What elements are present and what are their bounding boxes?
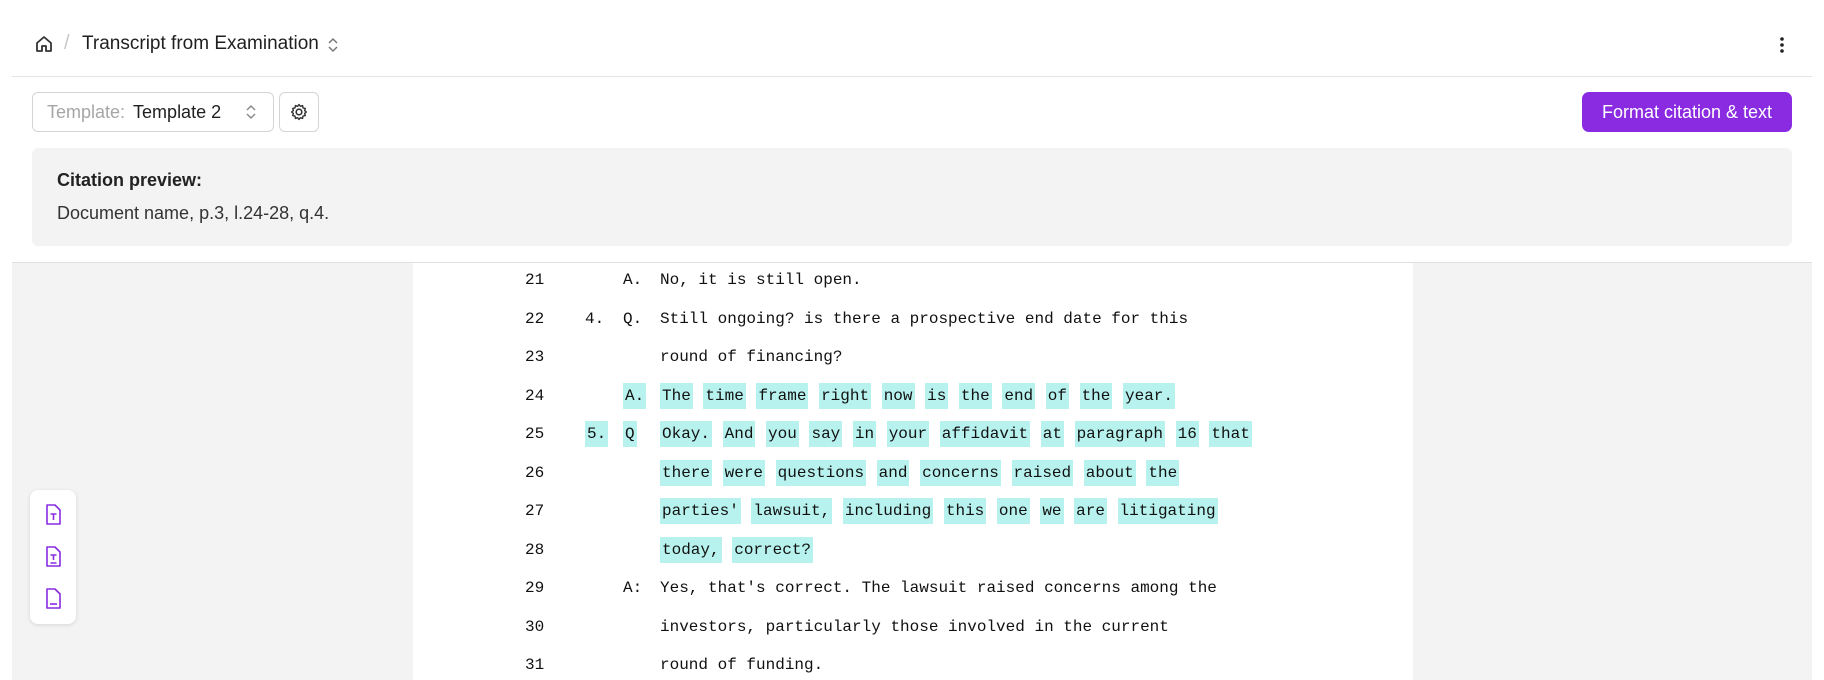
highlighted-word: parties' xyxy=(660,498,741,524)
highlighted-word: the xyxy=(1146,460,1179,486)
highlighted-word: there xyxy=(660,460,712,486)
highlighted-word: correct? xyxy=(732,537,813,563)
format-citation-button[interactable]: Format citation & text xyxy=(1582,92,1792,132)
highlighted-word: your xyxy=(887,421,929,447)
line-number: 21 xyxy=(525,271,545,289)
highlighted-word: time xyxy=(703,383,745,409)
question-number: 5. xyxy=(585,421,608,447)
transcript-line xyxy=(413,417,1413,455)
citation-text: Document name, p.3, l.24-28, q.4. xyxy=(57,203,330,223)
highlighted-word: you xyxy=(766,421,799,447)
highlighted-word: now xyxy=(882,383,915,409)
template-settings-button[interactable] xyxy=(279,92,319,132)
transcript-page xyxy=(413,263,1413,680)
gear-icon xyxy=(289,102,309,122)
transcript-viewport[interactable] xyxy=(12,262,1812,680)
template-label: Template: xyxy=(47,101,126,122)
citation-heading: Citation preview: xyxy=(57,170,203,190)
transcript-line xyxy=(413,610,1413,648)
chevron-up-down-icon[interactable] xyxy=(326,35,342,55)
breadcrumb-separator: / xyxy=(64,32,70,54)
transcript-text[interactable]: round of funding. xyxy=(660,656,824,674)
speaker-label: Q xyxy=(623,421,637,447)
home-icon[interactable] xyxy=(32,32,56,56)
highlighted-word: lawsuit, xyxy=(751,498,832,524)
transcript-line xyxy=(413,456,1413,494)
transcript-text[interactable]: round of financing? xyxy=(660,348,843,366)
template-value: Template 2 xyxy=(133,101,222,122)
speaker-label: Q. xyxy=(623,309,643,328)
line-number: 25 xyxy=(525,425,545,443)
highlighted-word: year. xyxy=(1123,383,1175,409)
highlighted-word: 16 xyxy=(1176,421,1199,447)
line-number: 26 xyxy=(525,463,545,482)
template-select[interactable] xyxy=(32,92,274,132)
highlighted-word: paragraph xyxy=(1075,421,1165,447)
transcript-line xyxy=(413,340,1413,378)
highlighted-word: we xyxy=(1040,498,1063,524)
highlighted-word: concerns xyxy=(920,460,1001,486)
transcript-text[interactable]: Yes, that's correct. The lawsuit raised concerns among the xyxy=(660,579,1217,597)
highlighted-word: raised xyxy=(1012,460,1074,486)
transcript-text[interactable] xyxy=(660,425,1253,443)
line-number: 23 xyxy=(525,348,545,366)
transcript-text[interactable] xyxy=(660,541,814,559)
highlighted-word: end xyxy=(1002,383,1035,409)
highlighted-word: the xyxy=(959,383,992,409)
highlighted-word: one xyxy=(997,498,1030,524)
highlighted-word: today, xyxy=(660,537,722,563)
top-bar xyxy=(12,0,1812,77)
highlighted-word: affidavit xyxy=(940,421,1030,447)
text-insert-document-icon[interactable] xyxy=(41,544,65,570)
transcript-line xyxy=(413,494,1413,532)
highlighted-word: are xyxy=(1074,498,1107,524)
transcript-text[interactable] xyxy=(660,387,1176,405)
line-number: 30 xyxy=(525,617,545,636)
transcript-line xyxy=(413,302,1413,340)
highlighted-word: right xyxy=(819,383,871,409)
highlighted-word: at xyxy=(1041,421,1064,447)
more-vertical-icon[interactable] xyxy=(1772,34,1792,56)
highlighted-word: of xyxy=(1046,383,1069,409)
transcript-text[interactable] xyxy=(660,502,1219,520)
chevron-up-down-icon xyxy=(245,103,257,121)
citation-preview xyxy=(32,148,1792,246)
highlighted-word: the xyxy=(1080,383,1113,409)
speaker-label: A. xyxy=(623,271,643,289)
transcript-line xyxy=(413,379,1413,417)
transcript-line xyxy=(413,648,1413,680)
page-title: Transcript from Examination xyxy=(82,33,319,54)
highlighted-word: And xyxy=(723,421,756,447)
highlighted-word: questions xyxy=(776,460,866,486)
text-document-icon[interactable] xyxy=(41,502,65,528)
line-number: 24 xyxy=(525,386,545,405)
transcript-line xyxy=(413,263,1413,301)
line-number: 31 xyxy=(525,656,545,674)
transcript-text[interactable]: investors, particularly those involved in the current xyxy=(660,617,1169,636)
speaker-label: A: xyxy=(623,579,643,597)
highlighted-word: is xyxy=(925,383,948,409)
highlighted-word: Okay. xyxy=(660,421,712,447)
speaker-label: A. xyxy=(623,383,646,409)
underline-document-icon[interactable] xyxy=(41,586,65,612)
transcript-text[interactable] xyxy=(660,464,1180,482)
highlighted-word: frame xyxy=(756,383,808,409)
transcript-text[interactable]: Still ongoing? is there a prospective end date for this xyxy=(660,309,1189,328)
highlighted-word: and xyxy=(877,460,910,486)
highlighted-word: this xyxy=(944,498,986,524)
highlighted-word: The xyxy=(660,383,693,409)
highlighted-word: say xyxy=(809,421,842,447)
line-number: 22 xyxy=(525,309,545,328)
highlighted-word: including xyxy=(843,498,933,524)
side-tool-panel xyxy=(30,490,76,624)
highlighted-word: that xyxy=(1209,421,1251,447)
line-number: 27 xyxy=(525,502,545,520)
transcript-line xyxy=(413,571,1413,609)
highlighted-word: were xyxy=(723,460,765,486)
question-number: 4. xyxy=(585,309,605,328)
transcript-line xyxy=(413,533,1413,571)
highlighted-word: about xyxy=(1084,460,1136,486)
highlighted-word: in xyxy=(853,421,876,447)
transcript-text[interactable]: No, it is still open. xyxy=(660,271,862,289)
highlighted-word: litigating xyxy=(1118,498,1218,524)
line-number: 29 xyxy=(525,579,545,597)
line-number: 28 xyxy=(525,540,545,559)
